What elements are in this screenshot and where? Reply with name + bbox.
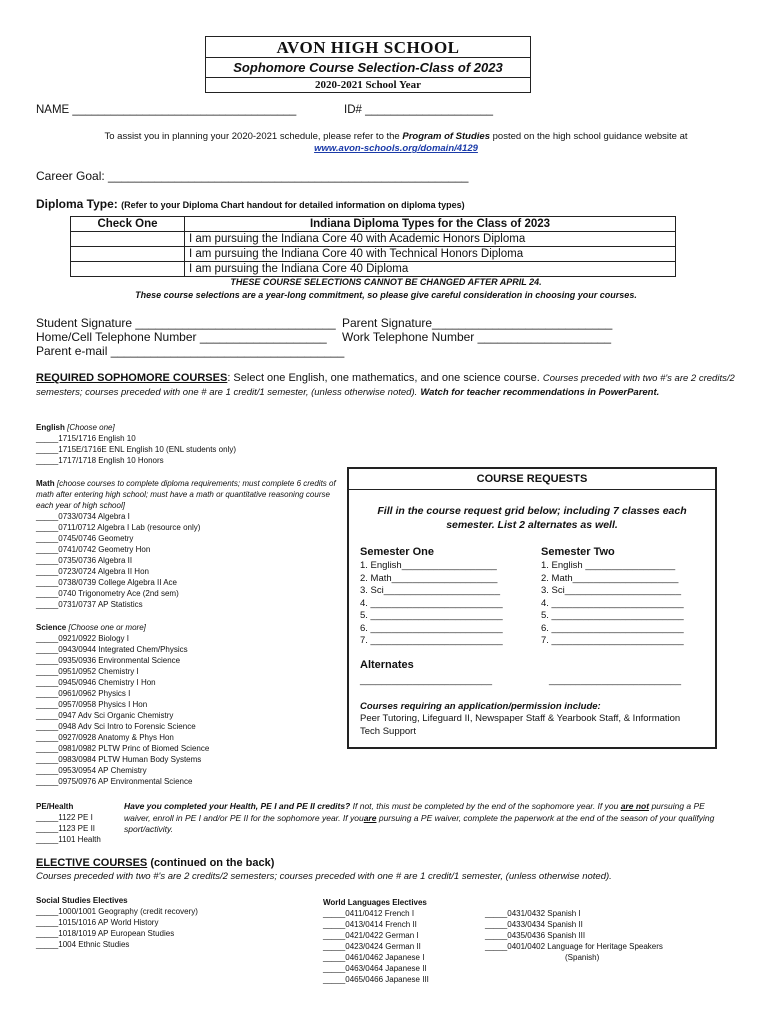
diploma-table (70, 216, 676, 277)
intro-part2: posted on the high school guidance website at (492, 131, 688, 142)
elective-heading (36, 857, 274, 869)
diploma-check-cell[interactable] (71, 262, 185, 277)
student-signature-field[interactable]: Student Signature ______________________________ (36, 316, 336, 330)
pe-are-not: are not (620, 801, 650, 811)
list-item[interactable]: _____0741/0742 Geometry Hon (36, 545, 151, 554)
program-of-studies: Program of Studies (402, 131, 490, 142)
header-box (205, 36, 531, 93)
required-courses-intro (36, 372, 736, 399)
list-item[interactable]: _____1101 Health (36, 835, 101, 844)
intro-part1: To assist you in planning your 2020-2021 schedule, please refer to the (104, 131, 400, 142)
course-requests-title: COURSE REQUESTS (349, 469, 715, 490)
list-item[interactable]: _____0975/0976 AP Environmental Science (36, 777, 193, 786)
semester-one-column (360, 545, 503, 648)
math-list (36, 511, 200, 610)
request-line[interactable]: 2. Math____________________ (360, 572, 498, 584)
form-subtitle: Sophomore Course Selection-Class of 2023 (206, 58, 530, 78)
world-languages-col2 (485, 908, 663, 963)
request-line[interactable]: 5. _________________________ (360, 610, 503, 621)
world-languages-label: World Languages Electives (323, 898, 427, 907)
list-item[interactable]: _____0461/0462 Japanese I (323, 953, 425, 962)
commitment-warning: These course selections are a year-long commitment, so please give careful consideration in choosing your courses. (135, 290, 637, 300)
math-heading (36, 478, 341, 511)
list-item[interactable]: _____1717/1718 English 10 Honors (36, 456, 164, 465)
request-line[interactable]: 5. _________________________ (541, 610, 684, 621)
required-title: REQUIRED SOPHOMORE COURSES (36, 372, 228, 384)
list-item[interactable]: _____0733/0734 Algebra I (36, 512, 130, 521)
request-line[interactable]: 4. _________________________ (541, 597, 684, 609)
request-line[interactable]: 6. _________________________ (360, 622, 503, 634)
check-one-header: Check One (71, 217, 185, 232)
world-languages-section (323, 897, 429, 985)
powerparent-note: Watch for teacher recommendations in PowerParent. (420, 386, 660, 398)
list-item[interactable]: _____0413/0414 French II (323, 920, 417, 929)
pe-health-section (36, 801, 101, 845)
course-requests-box (347, 467, 717, 749)
list-item[interactable]: _____1715/1716 English 10 (36, 434, 136, 443)
list-item[interactable]: _____1015/1016 AP World History (36, 918, 159, 927)
required-credit-note: Courses preceded with two #'s are 2 credits/2 semesters; courses preceded with one # are 1 credit/1 semester, (unless otherwise noted). (36, 373, 735, 398)
diploma-option: I am pursuing the Indiana Core 40 Diploma (185, 262, 676, 277)
request-line[interactable]: 1. English__________________ (360, 560, 497, 571)
list-item[interactable]: _____0433/0434 Spanish II (485, 920, 583, 929)
pe-text-3: pursuing a PE waiver, complete the (378, 812, 513, 823)
semester-two-column (541, 545, 684, 648)
signature-block-right (342, 316, 612, 344)
list-item[interactable]: _____1715E/1716E ENL English 10 (ENL students only) (36, 445, 236, 454)
deadline-warning: THESE COURSE SELECTIONS CANNOT BE CHANGED AFTER APRIL 24. (230, 277, 542, 287)
list-item-note: (Spanish) (565, 953, 600, 962)
pe-text-2: pursuing a PE waiver, enroll in PE I and/or PE II for the sophomore year. If you (124, 801, 705, 823)
diploma-check-cell[interactable] (71, 232, 185, 247)
diploma-option: I am pursuing the Indiana Core 40 with Academic Honors Diploma (185, 232, 676, 247)
list-item[interactable]: _____0435/0436 Spanish III (485, 931, 586, 940)
pe-text-1: If not, this must be completed by the end of the sophomore year. If you (352, 801, 619, 811)
list-item[interactable]: _____0745/0746 Geometry (36, 534, 134, 543)
diploma-label: Diploma Type: (36, 197, 118, 211)
pe-question (124, 801, 724, 836)
list-item[interactable]: _____0957/0958 Physics I Hon (36, 700, 148, 709)
science-note: [Choose one or more] (68, 623, 146, 632)
request-line[interactable]: 4. _________________________ (360, 597, 503, 609)
list-item[interactable]: _____1004 Ethnic Studies (36, 940, 130, 949)
elective-continued: (continued on the back) (150, 857, 275, 869)
list-item[interactable]: _____0961/0962 Physics I (36, 689, 131, 698)
english-label: English (36, 423, 65, 432)
list-item[interactable]: _____0421/0422 German I (323, 931, 419, 940)
list-item[interactable]: _____0943/0944 Integrated Chem/Physics (36, 645, 188, 654)
diploma-types-header: Indiana Diploma Types for the Class of 2023 (185, 217, 676, 232)
application-courses: Peer Tutoring, Lifeguard II, Newspaper Staff & Yearbook Staff, & Information Tech Support (360, 713, 681, 737)
pe-health-label: PE/Health (36, 802, 74, 811)
diploma-row[interactable] (71, 262, 676, 277)
list-item[interactable]: _____0740 Trigonometry Ace (2nd sem) (36, 589, 179, 598)
pe-are: are (363, 812, 377, 823)
pe-question-bold: Have you completed your Health, PE I and PE II credits? (124, 801, 351, 811)
list-item[interactable]: _____0921/0922 Biology I (36, 634, 129, 643)
list-item[interactable]: _____1123 PE II (36, 824, 96, 833)
science-section (36, 622, 209, 787)
diploma-check-cell[interactable] (71, 247, 185, 262)
list-item[interactable]: _____0951/0952 Chemistry I (36, 667, 139, 676)
school-title: AVON HIGH SCHOOL (206, 37, 530, 58)
career-goal-field[interactable]: Career Goal: ______________________________________________________ (36, 169, 469, 183)
alternate-line[interactable]: _________________________ (549, 675, 682, 686)
list-item[interactable]: _____1018/1019 AP European Studies (36, 929, 175, 938)
diploma-table-header (71, 217, 676, 232)
diploma-heading (36, 197, 465, 211)
school-year: 2020-2021 School Year (315, 79, 421, 91)
math-note: [choose courses to complete diploma requirements; must complete 6 credits of math after entering high school; must have a math or quantitative reasoning course each year of high school] (36, 479, 336, 510)
request-line[interactable]: 7. _________________________ (360, 635, 503, 646)
list-item[interactable]: _____0423/0424 German II (323, 942, 421, 951)
list-item[interactable]: _____0723/0724 Algebra II Hon (36, 567, 149, 576)
math-label: Math (36, 479, 55, 488)
request-line[interactable]: 7. _________________________ (541, 635, 684, 646)
english-section (36, 422, 236, 466)
request-line[interactable]: 3. Sci______________________ (541, 585, 681, 596)
request-instructions: Fill in the course request grid below; including 7 classes each semester. List 2 alternates as well. (377, 505, 687, 531)
list-item[interactable]: _____0927/0928 Anatomy & Phys Hon (36, 733, 174, 742)
parent-email-field[interactable]: Parent e-mail ___________________________________ (36, 344, 345, 358)
list-item[interactable]: _____1000/1001 Geography (credit recovery) (36, 907, 198, 916)
list-item[interactable]: _____0945/0946 Chemistry I Hon (36, 678, 156, 687)
elective-note: Courses preceded with two #'s are 2 credits/2 semesters; courses preceded with one # are 1 credit/1 semester, (unless otherwise noted). (36, 871, 612, 882)
intro-text (36, 131, 756, 155)
list-item[interactable]: _____0411/0412 French I (323, 909, 415, 918)
semester-one-label: Semester One (360, 546, 434, 558)
list-item[interactable]: _____0711/0712 Algebra I Lab (resource only) (36, 523, 201, 532)
semester-two-label: Semester Two (541, 546, 615, 558)
application-label: Courses requiring an application/permission include: (360, 701, 601, 712)
list-item[interactable]: _____0738/0739 College Algebra II Ace (36, 578, 178, 587)
list-item[interactable]: _____0463/0464 Japanese II (323, 964, 427, 973)
list-item[interactable]: _____0947 Adv Sci Organic Chemistry (36, 711, 174, 720)
list-item[interactable]: _____0953/0954 AP Chemistry (36, 766, 147, 775)
diploma-option: I am pursuing the Indiana Core 40 with Technical Honors Diploma (185, 247, 676, 262)
english-note: [Choose one] (67, 423, 115, 432)
name-field[interactable]: NAME ___________________________________ (36, 104, 297, 116)
list-item[interactable]: _____0935/0936 Environmental Science (36, 656, 181, 665)
request-line[interactable]: 2. Math____________________ (541, 572, 679, 584)
elective-title: ELECTIVE COURSES (36, 857, 148, 869)
alternate-line[interactable]: _________________________ (360, 675, 493, 686)
list-item[interactable]: _____0981/0982 PLTW Princ of Biomed Science (36, 744, 210, 753)
diploma-row[interactable] (71, 247, 676, 262)
id-field[interactable]: ID# ____________________ (344, 104, 494, 116)
list-item[interactable]: _____0735/0736 Algebra II (36, 556, 133, 565)
parent-signature-field[interactable]: Parent Signature___________________________ (342, 316, 613, 330)
list-item[interactable]: _____0983/0984 PLTW Human Body Systems (36, 755, 202, 764)
request-line[interactable]: 6. _________________________ (541, 622, 684, 634)
pe-text-4: paperwork at the end of the season of your qualifying sport/activity. (124, 812, 715, 834)
request-line[interactable]: 3. Sci______________________ (360, 585, 500, 596)
science-label: Science (36, 623, 67, 632)
list-item[interactable]: _____0948 Adv Sci Intro to Forensic Science (36, 722, 196, 731)
diploma-row[interactable] (71, 232, 676, 247)
list-item[interactable]: _____0465/0466 Japanese III (323, 975, 429, 984)
home-phone-field[interactable]: Home/Cell Telephone Number ___________________ (36, 330, 327, 344)
list-item[interactable]: _____0731/0737 AP Statistics (36, 600, 143, 609)
social-studies-label: Social Studies Electives (36, 896, 128, 905)
signature-block-left (36, 316, 344, 358)
request-line[interactable]: 1. English _________________ (541, 560, 676, 571)
list-item[interactable]: _____1122 PE I (36, 813, 93, 822)
list-item[interactable]: _____0401/0402 Language for Heritage Speakers (485, 942, 663, 951)
diploma-note: (Refer to your Diploma Chart handout for detailed information on diploma types) (121, 200, 465, 210)
required-text: : Select one English, one mathematics, and one science course. (227, 372, 540, 384)
guidance-link[interactable]: www.avon-schools.org/domain/4129 (314, 143, 478, 154)
alternates-label: Alternates (360, 659, 414, 671)
work-phone-field[interactable]: Work Telephone Number ____________________ (342, 330, 612, 344)
social-studies-section (36, 895, 198, 950)
list-item[interactable]: _____0431/0432 Spanish I (485, 909, 581, 918)
